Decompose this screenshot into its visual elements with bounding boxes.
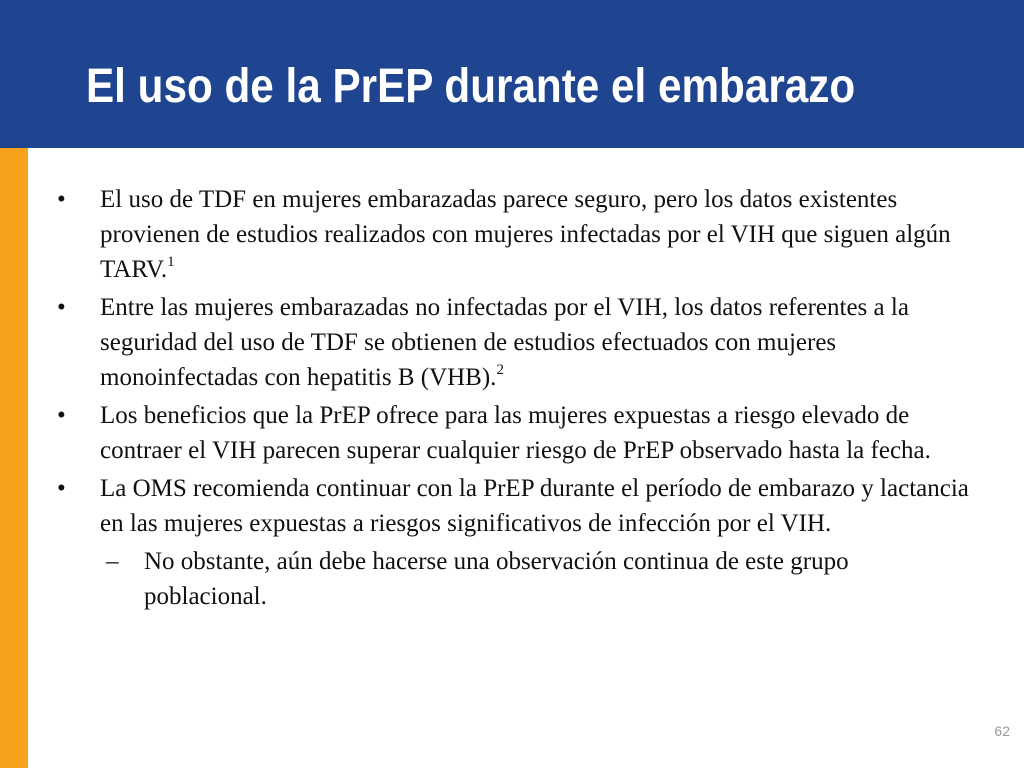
- bullet-item-tdf-safety: [54, 182, 974, 287]
- sub-bullet-text: No obstante, aún debe hacerse una observación continua de este grupo poblacional.: [144, 548, 849, 610]
- sub-bullet-marker: –: [106, 548, 119, 575]
- bullet-marker: •: [57, 475, 66, 502]
- bullet-item-oms-recommendation: [54, 471, 974, 541]
- reference-superscript: 1: [167, 254, 175, 270]
- bullet-item-uninfected-women: [54, 290, 974, 395]
- bullet-marker: •: [57, 402, 66, 429]
- bullet-marker: •: [57, 294, 66, 321]
- bullet-text: El uso de TDF en mujeres embarazadas parece seguro, pero los datos existentes provienen de estudios realizados con mujeres infectadas por el VIH que siguen algún TARV.: [100, 186, 951, 283]
- slide-title: El uso de la PrEP durante el embarazo: [86, 60, 856, 113]
- sub-bullet-item-observation: [54, 544, 974, 614]
- bullet-text: Los beneficios que la PrEP ofrece para las mujeres expuestas a riesgo elevado de contraer el VIH parecen superar cualquier riesgo de PrEP observado hasta la fecha.: [100, 402, 931, 464]
- bullet-text: Entre las mujeres embarazadas no infectadas por el VIH, los datos referentes a la seguridad del uso de TDF se obtienen de estudios efectuados con mujeres monoinfectadas con hepatitis B (VHB).: [100, 294, 909, 391]
- bullet-text: La OMS recomienda continuar con la PrEP durante el período de embarazo y lactancia en las mujeres expuestas a riesgos significativos de infección por el VIH.: [100, 475, 969, 537]
- bullet-list: [54, 182, 974, 614]
- title-bar: [0, 0, 1024, 148]
- page-number: 62: [994, 723, 1010, 739]
- reference-superscript: 2: [496, 362, 504, 378]
- accent-side-bar: [0, 148, 28, 768]
- bullet-marker: •: [57, 186, 66, 213]
- bullet-item-prep-benefits: [54, 398, 974, 468]
